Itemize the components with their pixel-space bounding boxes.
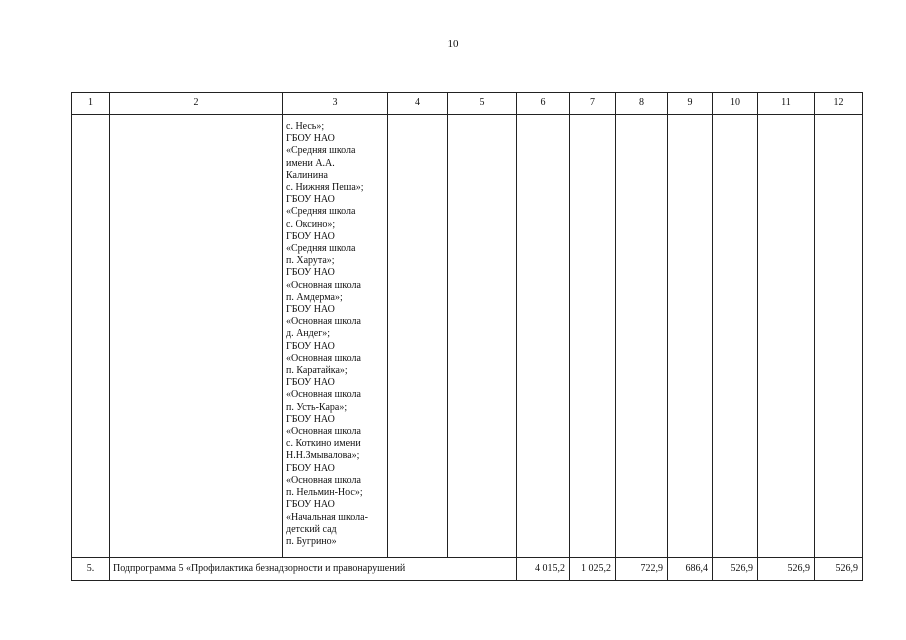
header-cell-9: 9 [668, 93, 713, 115]
header-cell-10: 10 [713, 93, 758, 115]
cell-empty [570, 115, 616, 558]
cell-empty [713, 115, 758, 558]
subprogram-row [72, 558, 863, 581]
header-cell-8: 8 [616, 93, 668, 115]
header-cell-7: 7 [570, 93, 616, 115]
header-cell-4: 4 [388, 93, 448, 115]
cell-empty [110, 115, 283, 558]
value-year-4: 526,9 [713, 558, 758, 581]
subprogram-title: Подпрограмма 5 «Профилактика безнадзорности и правонарушений [110, 558, 517, 581]
cell-empty [758, 115, 815, 558]
cell-empty [616, 115, 668, 558]
header-cell-5: 5 [448, 93, 517, 115]
executors-list: с. Несь»; ГБОУ НАО «Средняя школа имени А.А. Калинина с. Нижняя Пеша»; ГБОУ НАО «Средняя школа с. Оксино»; ГБОУ НАО «Средняя школа п. Харута»; ГБОУ НАО «Основная школа п. Амдерма»; ГБОУ НАО «Основная школа д. Андег»; ГБОУ НАО «Основная школа п. Каратайка»; ГБОУ НАО «Основная школа п. Усть-Кара»; ГБОУ НАО «Основная школа с. Коткино имени Н.Н.Змывалова»; ГБОУ НАО «Основная школа п. Нельмин-Нос»; ГБОУ НАО «Начальная школа- детский сад п. Бугрино» [283, 115, 388, 558]
header-cell-11: 11 [758, 93, 815, 115]
cell-empty [72, 115, 110, 558]
header-cell-1: 1 [72, 93, 110, 115]
header-cell-12: 12 [815, 93, 863, 115]
program-table [71, 92, 863, 581]
value-year-5: 526,9 [758, 558, 815, 581]
value-year-3: 686,4 [668, 558, 713, 581]
cell-empty [668, 115, 713, 558]
row-number: 5. [72, 558, 110, 581]
value-year-6: 526,9 [815, 558, 863, 581]
header-row [72, 93, 863, 115]
cell-empty [815, 115, 863, 558]
page-number: 10 [447, 38, 459, 50]
cell-empty [388, 115, 448, 558]
header-cell-2: 2 [110, 93, 283, 115]
cell-empty [517, 115, 570, 558]
header-cell-6: 6 [517, 93, 570, 115]
value-total: 4 015,2 [517, 558, 570, 581]
value-year-2: 722,9 [616, 558, 668, 581]
cell-empty [448, 115, 517, 558]
continuation-row [72, 115, 863, 558]
header-cell-3: 3 [283, 93, 388, 115]
value-year-1: 1 025,2 [570, 558, 616, 581]
